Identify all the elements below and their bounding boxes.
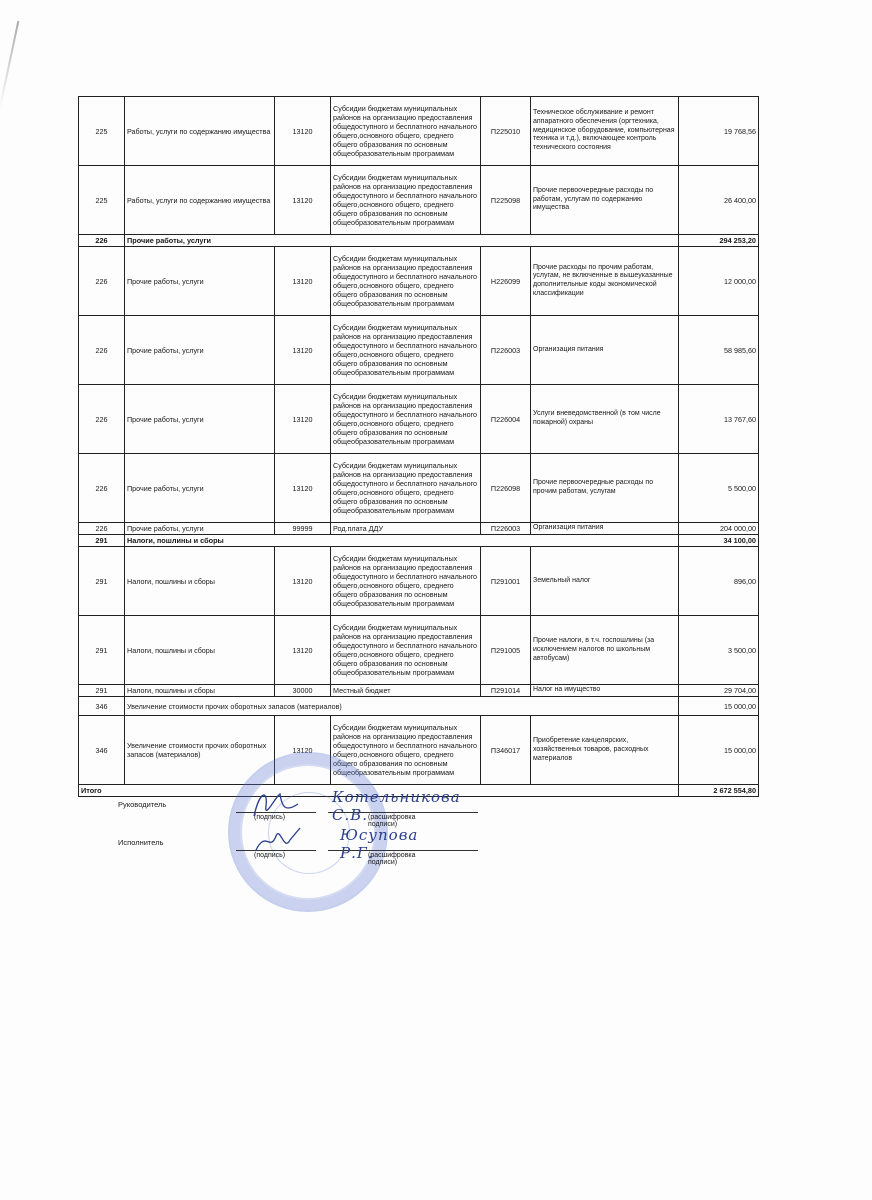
cell-expense-code: 291	[79, 685, 125, 697]
cell-amount: 204 000,00	[679, 523, 759, 535]
cell-funding-source: Субсидии бюджетам муниципальных районов на организацию предоставления общедоступного и бесплатного начального общего,основного общего, среднего общего образования по основным общеобразовательным программам	[331, 454, 481, 523]
cell-expense-code: 226	[79, 523, 125, 535]
cell-funding-source: Субсидии бюджетам муниципальных районов на организацию предоставления общедоступного и бесплатного начального общего,основного общего, среднего общего образования по основным общеобразовательным программам	[331, 616, 481, 685]
cell-amount: 3 500,00	[679, 616, 759, 685]
cell-expense-name: Увеличение стоимости прочих оборотных запасов (материалов)	[125, 697, 679, 716]
head-name-caption: (расшифровка подписи)	[368, 814, 416, 828]
table-row	[79, 685, 759, 697]
cell-source-code: 99999	[275, 523, 331, 535]
scan-artifact	[0, 21, 19, 109]
cell-source-code: 13120	[275, 385, 331, 454]
table-row	[79, 385, 759, 454]
cell-expense-code: 225	[79, 166, 125, 235]
head-signature-scribble	[246, 786, 306, 826]
cell-funding-source: Род.плата ДДУ	[331, 523, 481, 535]
cell-expense-code: 346	[79, 716, 125, 785]
cell-funding-source: Субсидии бюджетам муниципальных районов на организацию предоставления общедоступного и бесплатного начального общего,основного общего, среднего общего образования по основным общеобразовательным программам	[331, 316, 481, 385]
cell-detail-description: Организация питания	[531, 523, 679, 535]
cell-amount: 29 704,00	[679, 685, 759, 697]
table-row	[79, 523, 759, 535]
cell-amount: 294 253,20	[679, 235, 759, 247]
cell-detail-description: Земельный налог	[531, 547, 679, 616]
cell-expense-code: 291	[79, 535, 125, 547]
cell-amount: 896,00	[679, 547, 759, 616]
cell-detail-code: П291014	[481, 685, 531, 697]
cell-source-code: 13120	[275, 247, 331, 316]
cell-funding-source: Субсидии бюджетам муниципальных районов на организацию предоставления общедоступного и бесплатного начального общего,основного общего, среднего общего образования по основным общеобразовательным программам	[331, 716, 481, 785]
table-row	[79, 616, 759, 685]
cell-expense-name: Работы, услуги по содержанию имущества	[125, 97, 275, 166]
total-amount: 2 672 554,80	[679, 785, 759, 797]
group-row	[79, 535, 759, 547]
cell-funding-source: Субсидии бюджетам муниципальных районов на организацию предоставления общедоступного и бесплатного начального общего,основного общего, среднего общего образования по основным общеобразовательным программам	[331, 247, 481, 316]
cell-funding-source: Местный бюджет	[331, 685, 481, 697]
cell-expense-name: Налоги, пошлины и сборы	[125, 616, 275, 685]
executor-signature-scribble	[250, 822, 310, 862]
table-row	[79, 166, 759, 235]
table-body	[79, 97, 759, 797]
cell-funding-source: Субсидии бюджетам муниципальных районов на организацию предоставления общедоступного и бесплатного начального общего,основного общего, среднего общего образования по основным общеобразовательным программам	[331, 385, 481, 454]
cell-detail-code: П225098	[481, 166, 531, 235]
cell-amount: 19 768,56	[679, 97, 759, 166]
cell-amount: 34 100,00	[679, 535, 759, 547]
cell-expense-name: Прочие работы, услуги	[125, 385, 275, 454]
cell-expense-code: 226	[79, 316, 125, 385]
cell-expense-name: Прочие работы, услуги	[125, 235, 679, 247]
head-handwritten-name: Котельникова С.В.	[332, 788, 461, 824]
cell-detail-description: Техническое обслуживание и ремонт аппаратного обеспечения (оргтехника, медицинское оборудование, компьютерная техника и т.д.), включающее контроль технического состояния	[531, 97, 679, 166]
table-row	[79, 547, 759, 616]
cell-amount: 5 500,00	[679, 454, 759, 523]
executor-handwritten-name: Юсупова Р.Г.	[340, 826, 419, 862]
cell-funding-source: Субсидии бюджетам муниципальных районов на организацию предоставления общедоступного и бесплатного начального общего,основного общего, среднего общего образования по основным общеобразовательным программам	[331, 97, 481, 166]
cell-funding-source: Субсидии бюджетам муниципальных районов на организацию предоставления общедоступного и бесплатного начального общего,основного общего, среднего общего образования по основным общеобразовательным программам	[331, 166, 481, 235]
table-row	[79, 716, 759, 785]
cell-expense-code: 346	[79, 697, 125, 716]
cell-source-code: 13120	[275, 316, 331, 385]
table-row	[79, 316, 759, 385]
cell-detail-description: Прочие налоги, в т.ч. госпошлины (за исключением налогов по школьным автобусам)	[531, 616, 679, 685]
cell-detail-code: П226003	[481, 316, 531, 385]
cell-detail-description: Услуги вневедомственной (в том числе пожарной) охраны	[531, 385, 679, 454]
cell-amount: 15 000,00	[679, 716, 759, 785]
total-label: Итого	[79, 785, 679, 797]
cell-expense-name: Увеличение стоимости прочих оборотных запасов (материалов)	[125, 716, 275, 785]
cell-detail-description: Приобретение канцелярских, хозяйственных товаров, расходных материалов	[531, 716, 679, 785]
cell-detail-description: Прочие расходы по прочим работам, услугам, не включенные в вышеуказанные дополнительные коды экономической классификации	[531, 247, 679, 316]
executor-name-caption: (расшифровка подписи)	[368, 852, 416, 866]
cell-expense-name: Налоги, пошлины и сборы	[125, 547, 275, 616]
executor-sign-caption: (подпись)	[254, 852, 286, 859]
table-row	[79, 97, 759, 166]
cell-funding-source: Субсидии бюджетам муниципальных районов на организацию предоставления общедоступного и бесплатного начального общего,основного общего, среднего общего образования по основным общеобразовательным программам	[331, 547, 481, 616]
cell-expense-name: Налоги, пошлины и сборы	[125, 685, 275, 697]
cell-expense-code: 226	[79, 385, 125, 454]
cell-detail-code: Н226099	[481, 247, 531, 316]
cell-amount: 13 767,60	[679, 385, 759, 454]
cell-source-code: 13120	[275, 454, 331, 523]
cell-detail-code: П291005	[481, 616, 531, 685]
cell-source-code: 13120	[275, 547, 331, 616]
cell-source-code: 13120	[275, 166, 331, 235]
cell-source-code: 13120	[275, 97, 331, 166]
cell-amount: 26 400,00	[679, 166, 759, 235]
cell-detail-code: П226098	[481, 454, 531, 523]
cell-source-code: 30000	[275, 685, 331, 697]
cell-expense-code: 226	[79, 247, 125, 316]
cell-expense-name: Прочие работы, услуги	[125, 247, 275, 316]
cell-detail-code: П225010	[481, 97, 531, 166]
cell-amount: 12 000,00	[679, 247, 759, 316]
cell-expense-name: Прочие работы, услуги	[125, 316, 275, 385]
cell-expense-name: Прочие работы, услуги	[125, 454, 275, 523]
cell-expense-code: 291	[79, 547, 125, 616]
cell-expense-name: Прочие работы, услуги	[125, 523, 275, 535]
group-row	[79, 235, 759, 247]
head-sign-caption: (подпись)	[254, 814, 286, 821]
cell-amount: 15 000,00	[679, 697, 759, 716]
cell-detail-description: Налог на имущество	[531, 685, 679, 697]
cell-source-code: 13120	[275, 616, 331, 685]
head-role-label: Руководитель	[118, 800, 167, 809]
cell-detail-code: П226003	[481, 523, 531, 535]
cell-expense-name: Налоги, пошлины и сборы	[125, 535, 679, 547]
cell-expense-code: 226	[79, 454, 125, 523]
cell-detail-description: Прочие первоочередные расходы по работам, услугам по содержанию имущества	[531, 166, 679, 235]
cell-detail-description: Прочие первоочередные расходы по прочим работам, услугам	[531, 454, 679, 523]
cell-expense-code: 226	[79, 235, 125, 247]
cell-detail-description: Организация питания	[531, 316, 679, 385]
group-row	[79, 697, 759, 716]
table-row	[79, 454, 759, 523]
cell-expense-name: Работы, услуги по содержанию имущества	[125, 166, 275, 235]
cell-detail-code: П226004	[481, 385, 531, 454]
executor-role-label: Исполнитель	[118, 838, 164, 847]
table-row	[79, 247, 759, 316]
cell-expense-code: 291	[79, 616, 125, 685]
cell-amount: 58 985,60	[679, 316, 759, 385]
cell-detail-code: П346017	[481, 716, 531, 785]
budget-table	[78, 96, 759, 797]
cell-source-code: 13120	[275, 716, 331, 785]
cell-expense-code: 225	[79, 97, 125, 166]
cell-detail-code: П291001	[481, 547, 531, 616]
